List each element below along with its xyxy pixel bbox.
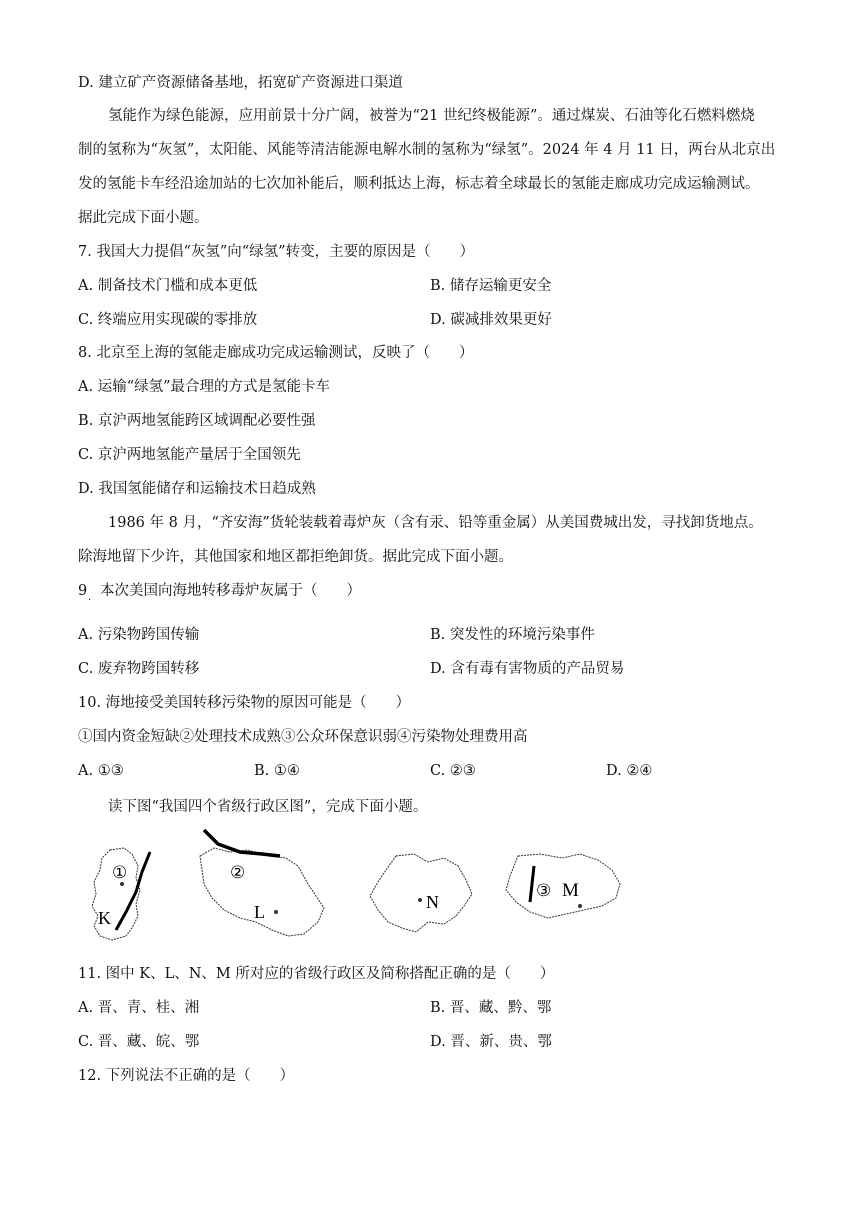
- province-4-capital: [578, 904, 582, 908]
- q10-option-a: A. ①③: [78, 763, 124, 779]
- q7-option-b: B. 储存运输更安全: [430, 278, 552, 294]
- q8-option-a: A. 运输“绿氢”最合理的方式是氢能卡车: [78, 379, 331, 395]
- q7-option-d: D. 碳减排效果更好: [430, 312, 552, 328]
- passage-waste-line-2: 除海地留下少许，其他国家和地区都拒绝卸货。据此完成下面小题。: [78, 549, 513, 565]
- province-1-number: ①: [112, 863, 128, 882]
- q8-option-c: C. 京沪两地氢能产量居于全国领先: [78, 447, 301, 463]
- q8-option-d: D. 我国氢能储存和运输技术日趋成熟: [78, 481, 316, 497]
- q10-option-d: D. ②④: [606, 763, 653, 779]
- province-3-capital: [418, 898, 422, 902]
- q11-option-c: C. 晋、藏、皖、鄂: [78, 1034, 200, 1050]
- map-province-2: [196, 826, 332, 944]
- province-3-letter: N: [426, 892, 439, 912]
- province-2-capital: [274, 910, 278, 914]
- province-2-outline: [200, 848, 324, 936]
- q10-items: ①国内资金短缺②处理技术成熟③公众环保意识弱④污染物处理费用高: [78, 729, 528, 745]
- q7-stem: 7. 我国大力提倡“灰氢”向“绿氢”转变，主要的原因是（ ）: [78, 244, 475, 260]
- q9-option-c: C. 废弃物跨国转移: [78, 661, 200, 677]
- map-province-1: [80, 844, 160, 944]
- province-4-number: ③: [536, 881, 552, 900]
- q8-stem: 8. 北京至上海的氢能走廊成功完成运输测试，反映了（ ）: [78, 345, 474, 361]
- q9-option-d: D. 含有毒有害物质的产品贸易: [430, 661, 625, 677]
- q9-number: 9: [78, 583, 88, 599]
- q11-stem: 11. 图中 K、L、N、M 所对应的省级行政区及简称搭配正确的是（ ）: [78, 966, 555, 982]
- province-1-letter: K: [98, 908, 111, 928]
- province-3-outline: [370, 854, 472, 932]
- map-intro: 读下图“我国四个省级行政区图”，完成下面小题。: [108, 799, 428, 815]
- q10-option-c: C. ②③: [430, 763, 476, 779]
- q8-option-b: B. 京沪两地氢能跨区域调配必要性强: [78, 413, 316, 429]
- q9-dot: ·: [88, 595, 92, 606]
- map-province-3: [366, 852, 476, 940]
- map-province-4: [500, 850, 626, 926]
- passage-hydrogen-line-4: 据此完成下面小题。: [78, 210, 209, 226]
- q9-option-b: B. 突发性的环境污染事件: [430, 627, 595, 643]
- q10-stem: 10. 海地接受美国转移污染物的原因可能是（ ）: [78, 695, 411, 711]
- province-2-letter: L: [254, 902, 265, 922]
- q9-option-a: A. 污染物跨国传输: [78, 627, 200, 643]
- passage-hydrogen-line-1: 氢能作为绿色能源，应用前景十分广阔，被誉为“21 世纪终极能源”。通过煤炭、石油等化石燃料燃烧: [108, 108, 755, 124]
- q7-option-a: A. 制备技术门槛和成本更低: [78, 278, 258, 294]
- province-2-number: ②: [230, 863, 246, 882]
- q12-stem: 12. 下列说法不正确的是（ ）: [78, 1068, 295, 1084]
- q6-option-d: D. 建立矿产资源储备基地，拓宽矿产资源进口渠道: [78, 75, 403, 91]
- q11-option-a: A. 晋、青、桂、湘: [78, 1000, 200, 1016]
- province-2-border-line: [204, 830, 280, 856]
- province-4-letter: M: [562, 880, 579, 901]
- q10-option-b: B. ①④: [254, 763, 300, 779]
- passage-hydrogen-line-3: 发的氢能卡车经沿途加站的七次加补能后，顺利抵达上海，标志着全球最长的氢能走廊成功完成运输测试。: [78, 176, 760, 192]
- q11-option-d: D. 晋、新、贵、鄂: [430, 1034, 552, 1050]
- passage-waste-line-1: 1986 年 8 月，“齐安海”货轮装载着毒炉灰（含有汞、铅等重金属）从美国费城出发，寻找卸货地点。: [108, 515, 763, 531]
- province-1-capital: [120, 882, 124, 886]
- province-4-border-line: [530, 866, 534, 902]
- passage-hydrogen-line-2: 制的氢称为“灰氢”，太阳能、风能等清洁能源电解水制的氢称为“绿氢”。2024 年 4 月 11 日，两台从北京出: [78, 142, 776, 158]
- q7-option-c: C. 终端应用实现碳的零排放: [78, 312, 258, 328]
- q11-option-b: B. 晋、藏、黔、鄂: [430, 1000, 552, 1016]
- q9-stem: 本次美国向海地转移毒炉灰属于（ ）: [100, 583, 361, 599]
